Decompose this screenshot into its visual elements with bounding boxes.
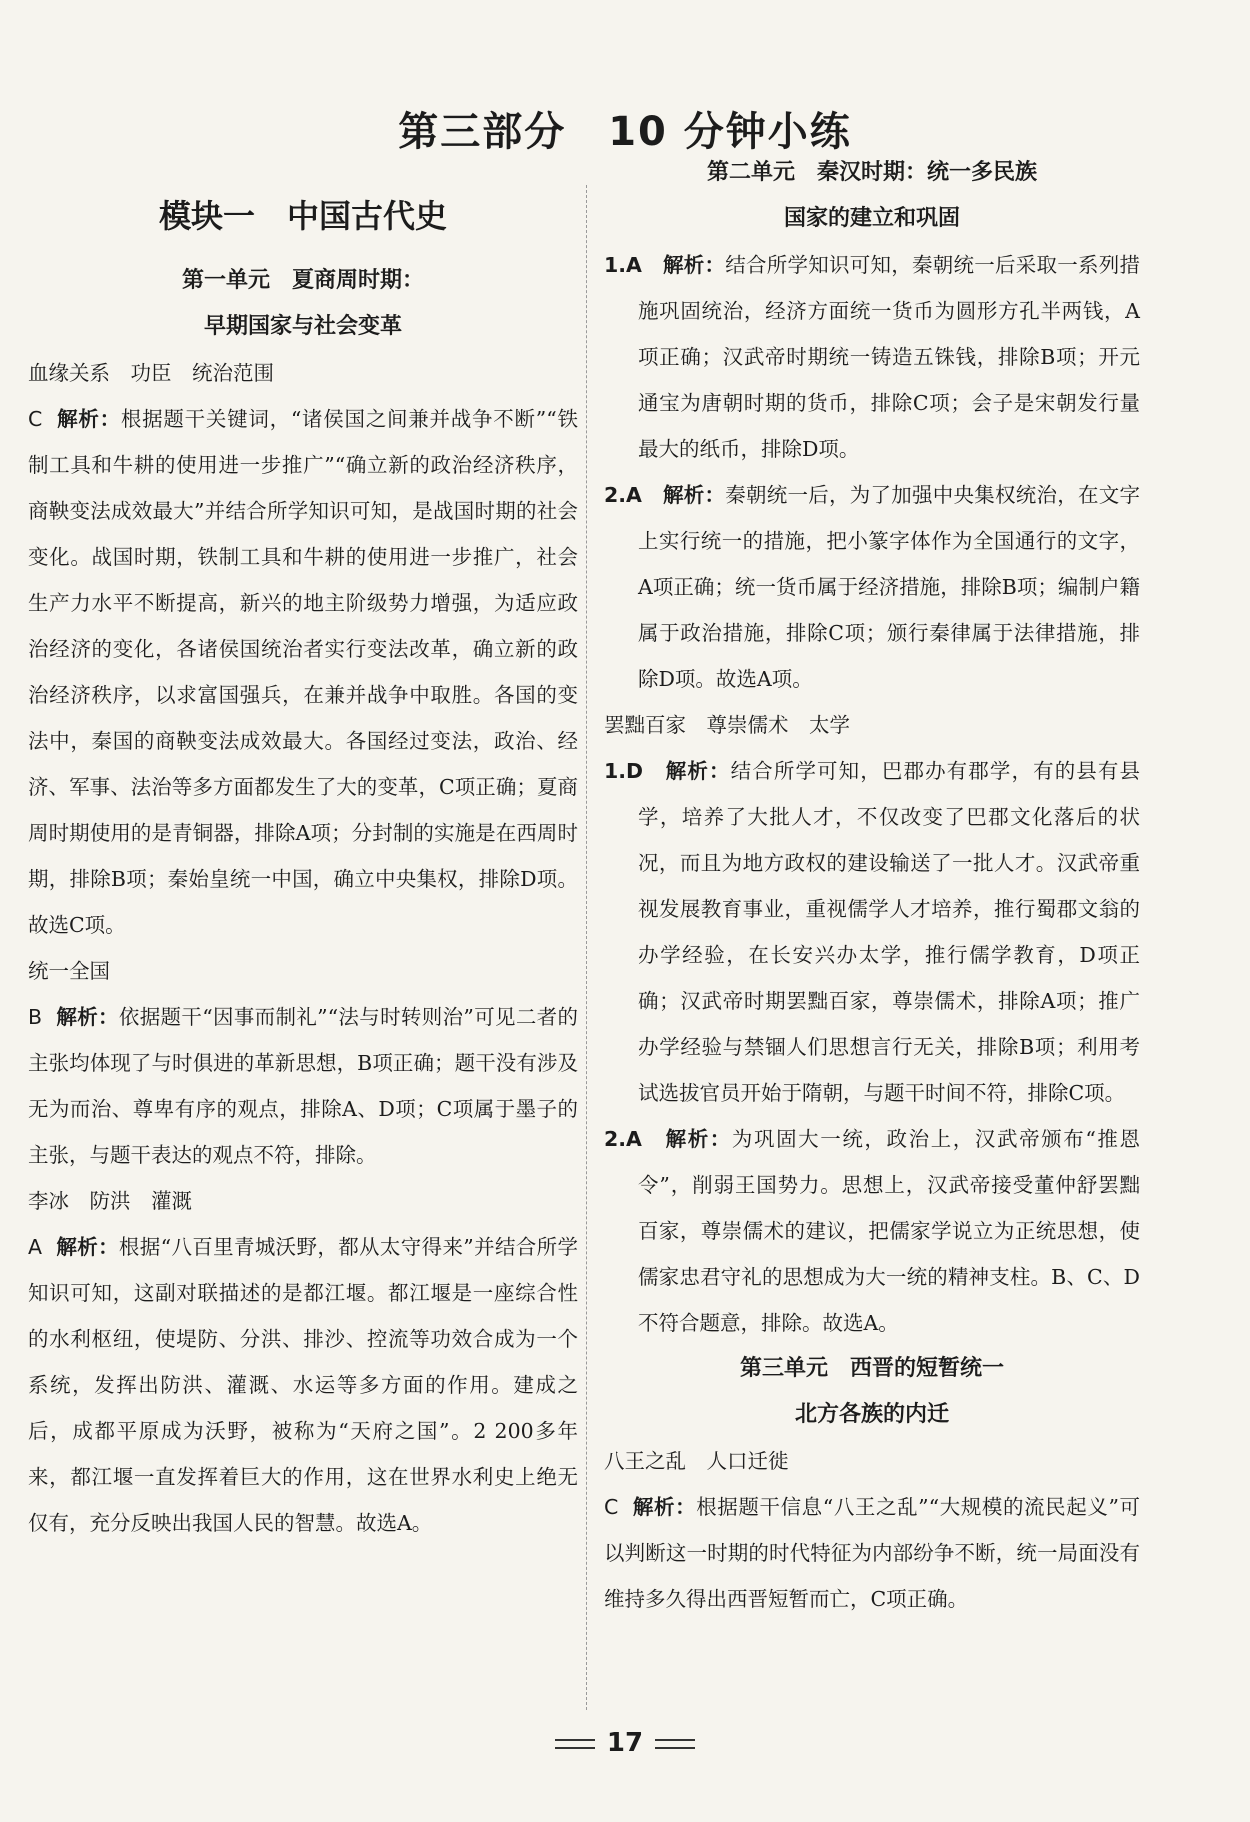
keywords-3: 李冰 防洪 灌溉 — [28, 1189, 192, 1213]
answer-3 — [28, 1224, 578, 1546]
question-2-label: 解析： — [662, 483, 726, 507]
answer-2 — [28, 994, 578, 1178]
page-title: 第三部分 10 分钟小练 — [398, 109, 852, 155]
answer-5-text: 根据题干信息“八王之乱”“大规模的流民起义”可以判断这一时期的时代特征为内部纷争不断，统一局面没有维持多久得出西晋短暂而亡，C项正确。 — [604, 1495, 1141, 1611]
unit1-title-line2: 早期国家与社会变革 — [203, 314, 402, 339]
unit3-title-line2: 北方各族的内迁 — [794, 1402, 949, 1427]
question-4-number: 2.A — [604, 1127, 642, 1151]
answer-2-text: 依据题干“因事而制礼”“法与时转则治”可见二者的主张均体现了与时俱进的革新思想，B项正确；题干没有涉及无为而治、尊卑有序的观点，排除A、D项；C项属于墨子的主张，与题干表达的观点不符，排除。 — [28, 1005, 579, 1167]
answer-5 — [604, 1484, 1140, 1622]
answer-3-letter: A — [28, 1235, 43, 1259]
answer-1-letter: C — [28, 407, 43, 431]
answer-3-text: 根据“八百里青城沃野，都从太守得来”并结合所学知识可知，这副对联描述的是都江堰。都江堰是一座综合性的水利枢纽，使堤防、分洪、排沙、控流等功效合成为一个系统，发挥出防洪、灌溉、水运等多方面的作用。建成之后，成都平原成为沃野，被称为“天府之国”。2 200多年来，都江堰一直发挥着巨大的作用，这在世界水利史上绝无仅有，充分反映出我国人民的智慧。故选A。 — [28, 1235, 578, 1535]
unit1-title-line1: 第一单元 夏商周时期： — [181, 268, 424, 293]
question-2 — [604, 472, 1140, 702]
page-number-text: 17 — [606, 1728, 644, 1758]
question-4-text: 为巩固大一统，政治上，汉武帝颁布“推恩令”，削弱王国势力。思想上，汉武帝接受董仲舒罢黜百家，尊崇儒术的建议，把儒家学说立为正统思想，使儒家忠君守礼的思想成为大一统的精神支柱。B、C、D不符合题意，排除。故选A。 — [638, 1127, 1141, 1335]
module-title: 模块一 中国古代史 — [158, 197, 447, 235]
answer-5-letter: C — [604, 1495, 619, 1519]
question-3-label: 解析： — [665, 759, 731, 783]
right-column — [604, 150, 1140, 1622]
question-3-number: 1.D — [604, 759, 644, 783]
answer-2-label: 解析： — [56, 1005, 119, 1029]
question-1-text: 结合所学知识可知，秦朝统一后采取一系列措施巩固统治，经济方面统一货币为圆形方孔半两钱，A项正确；汉武帝时期统一铸造五铢钱，排除B项；开元通宝为唐朝时期的货币，排除C项；会子是宋朝发行量最大的纸币，排除D项。 — [638, 253, 1141, 461]
question-4-label: 解析： — [665, 1127, 732, 1151]
question-1-number: 1.A — [604, 253, 642, 277]
keywords-2: 统一全国 — [28, 959, 110, 983]
keywords-4: 罢黜百家 尊崇儒术 太学 — [604, 713, 850, 737]
keywords-1: 血缘关系 功臣 统治范围 — [28, 361, 274, 385]
answer-1-label: 解析： — [56, 407, 121, 431]
unit2-title-line2: 国家的建立和巩固 — [783, 206, 960, 231]
answer-5-label: 解析： — [632, 1495, 697, 1519]
question-4 — [604, 1116, 1140, 1346]
keywords-5: 八王之乱 人口迁徙 — [604, 1449, 789, 1473]
answer-2-letter: B — [28, 1005, 43, 1029]
column-divider — [586, 185, 587, 1710]
answer-3-label: 解析： — [56, 1235, 119, 1259]
left-column — [28, 188, 578, 1546]
question-2-text: 秦朝统一后，为了加强中央集权统治，在文字上实行统一的措施，把小篆字体作为全国通行的文字，A项正确；统一货币属于经济措施，排除B项；编制户籍属于政治措施，排除C项；颁行秦律属于法律措施，排除D项。故选A项。 — [638, 483, 1141, 691]
page-number-rule-right — [655, 1739, 695, 1749]
question-1-label: 解析： — [662, 253, 726, 277]
answer-1 — [28, 396, 578, 948]
question-3 — [604, 748, 1140, 1116]
question-3-text: 结合所学可知，巴郡办有郡学，有的县有县学，培养了大批人才，不仅改变了巴郡文化落后的状况，而且为地方政权的建设输送了一批人才。汉武帝重视发展教育事业，重视儒学人才培养，推行蜀郡文翁的办学经验，在长安兴办太学，推行儒学教育，D项正确；汉武帝时期罢黜百家，尊崇儒术，排除A项；推广办学经验与禁锢人们思想言行无关，排除B项；利用考试选拔官员开始于隋朝，与题干时间不符，排除C项。 — [638, 759, 1141, 1105]
answer-1-text: 根据题干关键词，“诸侯国之间兼并战争不断”“铁制工具和牛耕的使用进一步推广”“确立新的政治经济秩序，商鞅变法成效最大”并结合所学知识可知，是战国时期的社会变化。战国时期，铁制工具和牛耕的使用进一步推广，社会生产力水平不断提高，新兴的地主阶级势力增强，为适应政治经济的变化，各诸侯国统治者实行变法改革，确立新的政治经济秩序，以求富国强兵，在兼并战争中取胜。各国的变法中，秦国的商鞅变法成效最大。各国经过变法，政治、经济、军事、法治等多方面都发生了大的变革，C项正确；夏商周时期使用的是青铜器，排除A项；分封制的实施是在西周时期，排除B项；秦始皇统一中国，确立中央集权，排除D项。故选C项。 — [28, 407, 578, 937]
page-number — [0, 1728, 1250, 1758]
question-1 — [604, 242, 1140, 472]
question-2-number: 2.A — [604, 483, 642, 507]
unit3-title-line1: 第三单元 西晋的短暂统一 — [739, 1356, 1004, 1381]
page-number-rule-left — [555, 1739, 595, 1749]
unit2-title-line1: 第二单元 秦汉时期：统一多民族 — [706, 160, 1037, 185]
